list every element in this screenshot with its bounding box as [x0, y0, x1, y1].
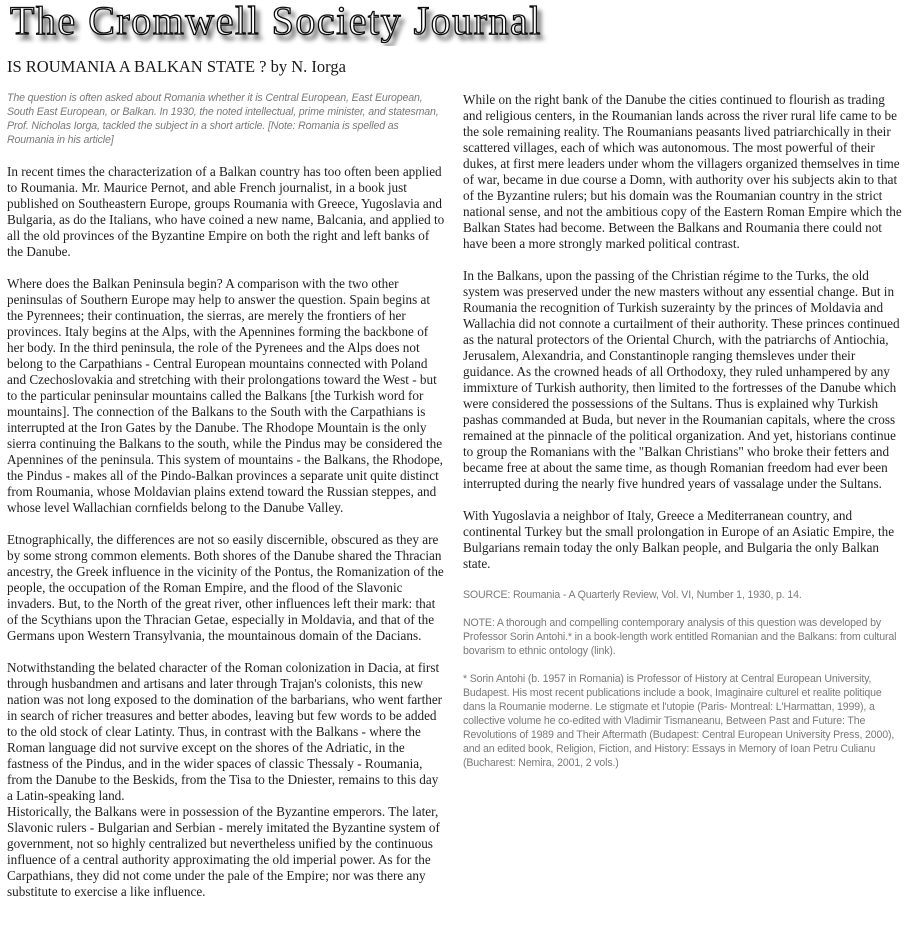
paragraph: Notwithstanding the belated character of the Roman colonization in Dacia, at first through husbandmen and artisans and later through Trajan's colonists, this new nation was not long exposed to the domination of the barbarians, who went farther in search of richer treasures and better abodes, leaving but few words to be added to the old stock of clear Latinty. Thus, in contrast with the Balkans - where the Roman language did not survive except on the shores of the Adriatic, in the fastness of the Pindus, and in the wider spaces of classic Thessaly - Roumania, from the Danube to the Beskids, from the Tisa to the Dniester, remains to this day a Latin-speaking land.	[7, 660, 443, 803]
paragraph: Historically, the Balkans were in possession of the Byzantine emperors. The later, Slavonic rulers - Bulgarian and Serbian - merely imitated the Byzantine system of government, not so highly centralized but nevertheless unified by the continuous influence of a central authority approximating the old imperial power. As for the Carpathians, they did not come under the pale of the Empire; nor was there any substitute to exercise a like influence.	[7, 804, 440, 899]
site-logo-text: The Cromwell Society Journal	[10, 0, 542, 43]
paragraph: In the Balkans, upon the passing of the Christian régime to the Turks, the old system was preserved under the new masters without any essential change. But in Roumania the recognition of Turkish suzerainty by the princes of Moldavia and Wallachia did not connote a curtailment of their authority. These princes continued as the natural protectors of the Oriental Church, with the patriarchs of Antiochia, Jerusalem, Alexandria, and Constantinople ranging themsleves under their guidance. As the crowned heads of all Orthodoxy, they ruled unhampered by any immixture of Turkish authority, then limited to the fortresses of the Danube which were considered the possessions of the Sultans. Thus is explained why Turkish pashas commanded at Buda, but never in the Roumanian capitals, where the cross remained at the pinnacle of the political organization. And yet, historians continue to group the Romanians with the "Balkan Christians" who broke their fetters and became free at about the same time, as though Romanian freedom had ever been interrupted during the nearly five hundred years of vassalage under the Sultans.	[463, 268, 900, 491]
site-logo[interactable]	[8, 0, 608, 46]
source-citation: SOURCE: Roumania - A Quarterly Review, Vol. VI, Number 1, 1930, p. 14.	[463, 589, 802, 601]
article-title: IS ROUMANIA A BALKAN STATE ? by N. Iorga	[7, 57, 346, 76]
paragraph: With Yugoslavia a neighbor of Italy, Greece a Mediterranean country, and continental Turkey but the small prolongation in Europe of an Asiatic Empire, the Bulgarians remain today the only Balkan people, and Bulgaria the only Balkan state.	[463, 508, 895, 571]
article-intro: The question is often asked about Romania whether it is Central European, East European, South East European, or Balkan. In 1930, the noted intellectual, prime minister, and statesman, Prof. Nicholas Iorga, tackled the subject in a short article. [Note: Romania is spelled as Roumania in his article]	[7, 92, 439, 146]
site-logo-graphic	[8, 0, 608, 46]
paragraph: In recent times the characterization of a Balkan country has too often been applied to Roumania. Mr. Maurice Pernot, and able French journalist, in a book just published on Southeastern Europe, groups Roumania with Greece, Yugoslavia and Bulgaria, as do the Italians, who have coined a new name, Balcania, and applied to all the old provinces of the Byzantine Empire on both the right and left banks of the Danube.	[7, 164, 445, 259]
paragraph: While on the right bank of the Danube the cities continued to flourish as trading and religious centers, in the Roumanian lands across the river rural life came to be the sole remaining reality. The Roumanians peasants lived patriarchically in their scattered villages, each of which was autonomous. The most powerful of their dukes, at first mere leaders under whom the villagers organized themselves in time of war, became in due course a Domn, with authority over his subjects akin to that of the Byzantine rulers; but his domain was the Roumanian country in the strict national sense, and not the ambitious copy of the Eastern Roman Empire which the Balkan States had become. Between the Balkans and Roumania there could not have been a more strongly marked political contrast.	[463, 92, 902, 251]
footnote: * Sorin Antohi (b. 1957 in Romania) is Professor of History at Central European University, Budapest. His most recent publications include a book, Imaginaire culturel et realite politique dans la Roumanie moderne. Le stigmate et l'utopie (Paris- Montreal: L'Harmattan, 1999), a collective volume he co-edited with Vladimir Tismaneanu, Between Past and Future: The Revolutions of 1989 and Their Aftermath (Budapest: Central European University Press, 2000), and an edited book, Religion, Fiction, and History: Essays in Memory of Ioan Petru Culianu (Bucharest: Nemira, 2001, 2 vols.)	[463, 673, 895, 769]
editor-note: NOTE: A thorough and compelling contemporary analysis of this question was developed by Professor Sorin Antohi.* in a book-length work entitled Romanian and the Balkans: from cultural bovarism to ethnic ontology (link).	[463, 617, 897, 657]
paragraph: Etnographically, the differences are not so easily discernible, obscured as they are by some strong common elements. Both shores of the Danube shared the Thracian ancestry, the Greek influence in the vicinity of the Pontus, the Romanization of the people, the occupation of the Roman Empire, and the flood of the Slavonic invaders. But, to the North of the great river, other influences left their mark: that of the Scythians upon the Thracian Getae, especially in Moldavia, and that of the Germans upon Western Transylvania, the mountainous domain of the Dacians.	[7, 532, 444, 643]
paragraph: Where does the Balkan Peninsula begin? A comparison with the two other peninsulas of Southern Europe may help to answer the question. Spain begins at the Pyrennees; their continuation, the sierras, are merely the frontiers of her provinces. Italy begins at the Alps, with the Apennines forming the backbone of her body. In the third peninsula, the role of the Pyrenees and the Alps does not belong to the Carpathians - Central European mountains connected with Poland and Czechoslovakia and stretching with their prolongations toward the West - but to the particular peninsular mountains called the Balkans [the Turkish word for mountains]. The connection of the Balkans to the South with the Carpathians is interrupted at the Iron Gates by the Danube. The Rhodope Mountain is the only sierra continuing the Balkans to the south, while the Pindus may be considered the Apennines of the peninsula. This system of mountains - the Balkans, the Rhodope, the Pindus - makes all of the Pindo-Balkan provinces a separate unit quite distinct from Roumania, whose Moldavian plains extend toward the Russian steppes, and whose level Wallachian cornfields belong to the Danube Valley.	[7, 276, 443, 515]
right-column	[463, 92, 903, 784]
left-column	[7, 91, 447, 916]
